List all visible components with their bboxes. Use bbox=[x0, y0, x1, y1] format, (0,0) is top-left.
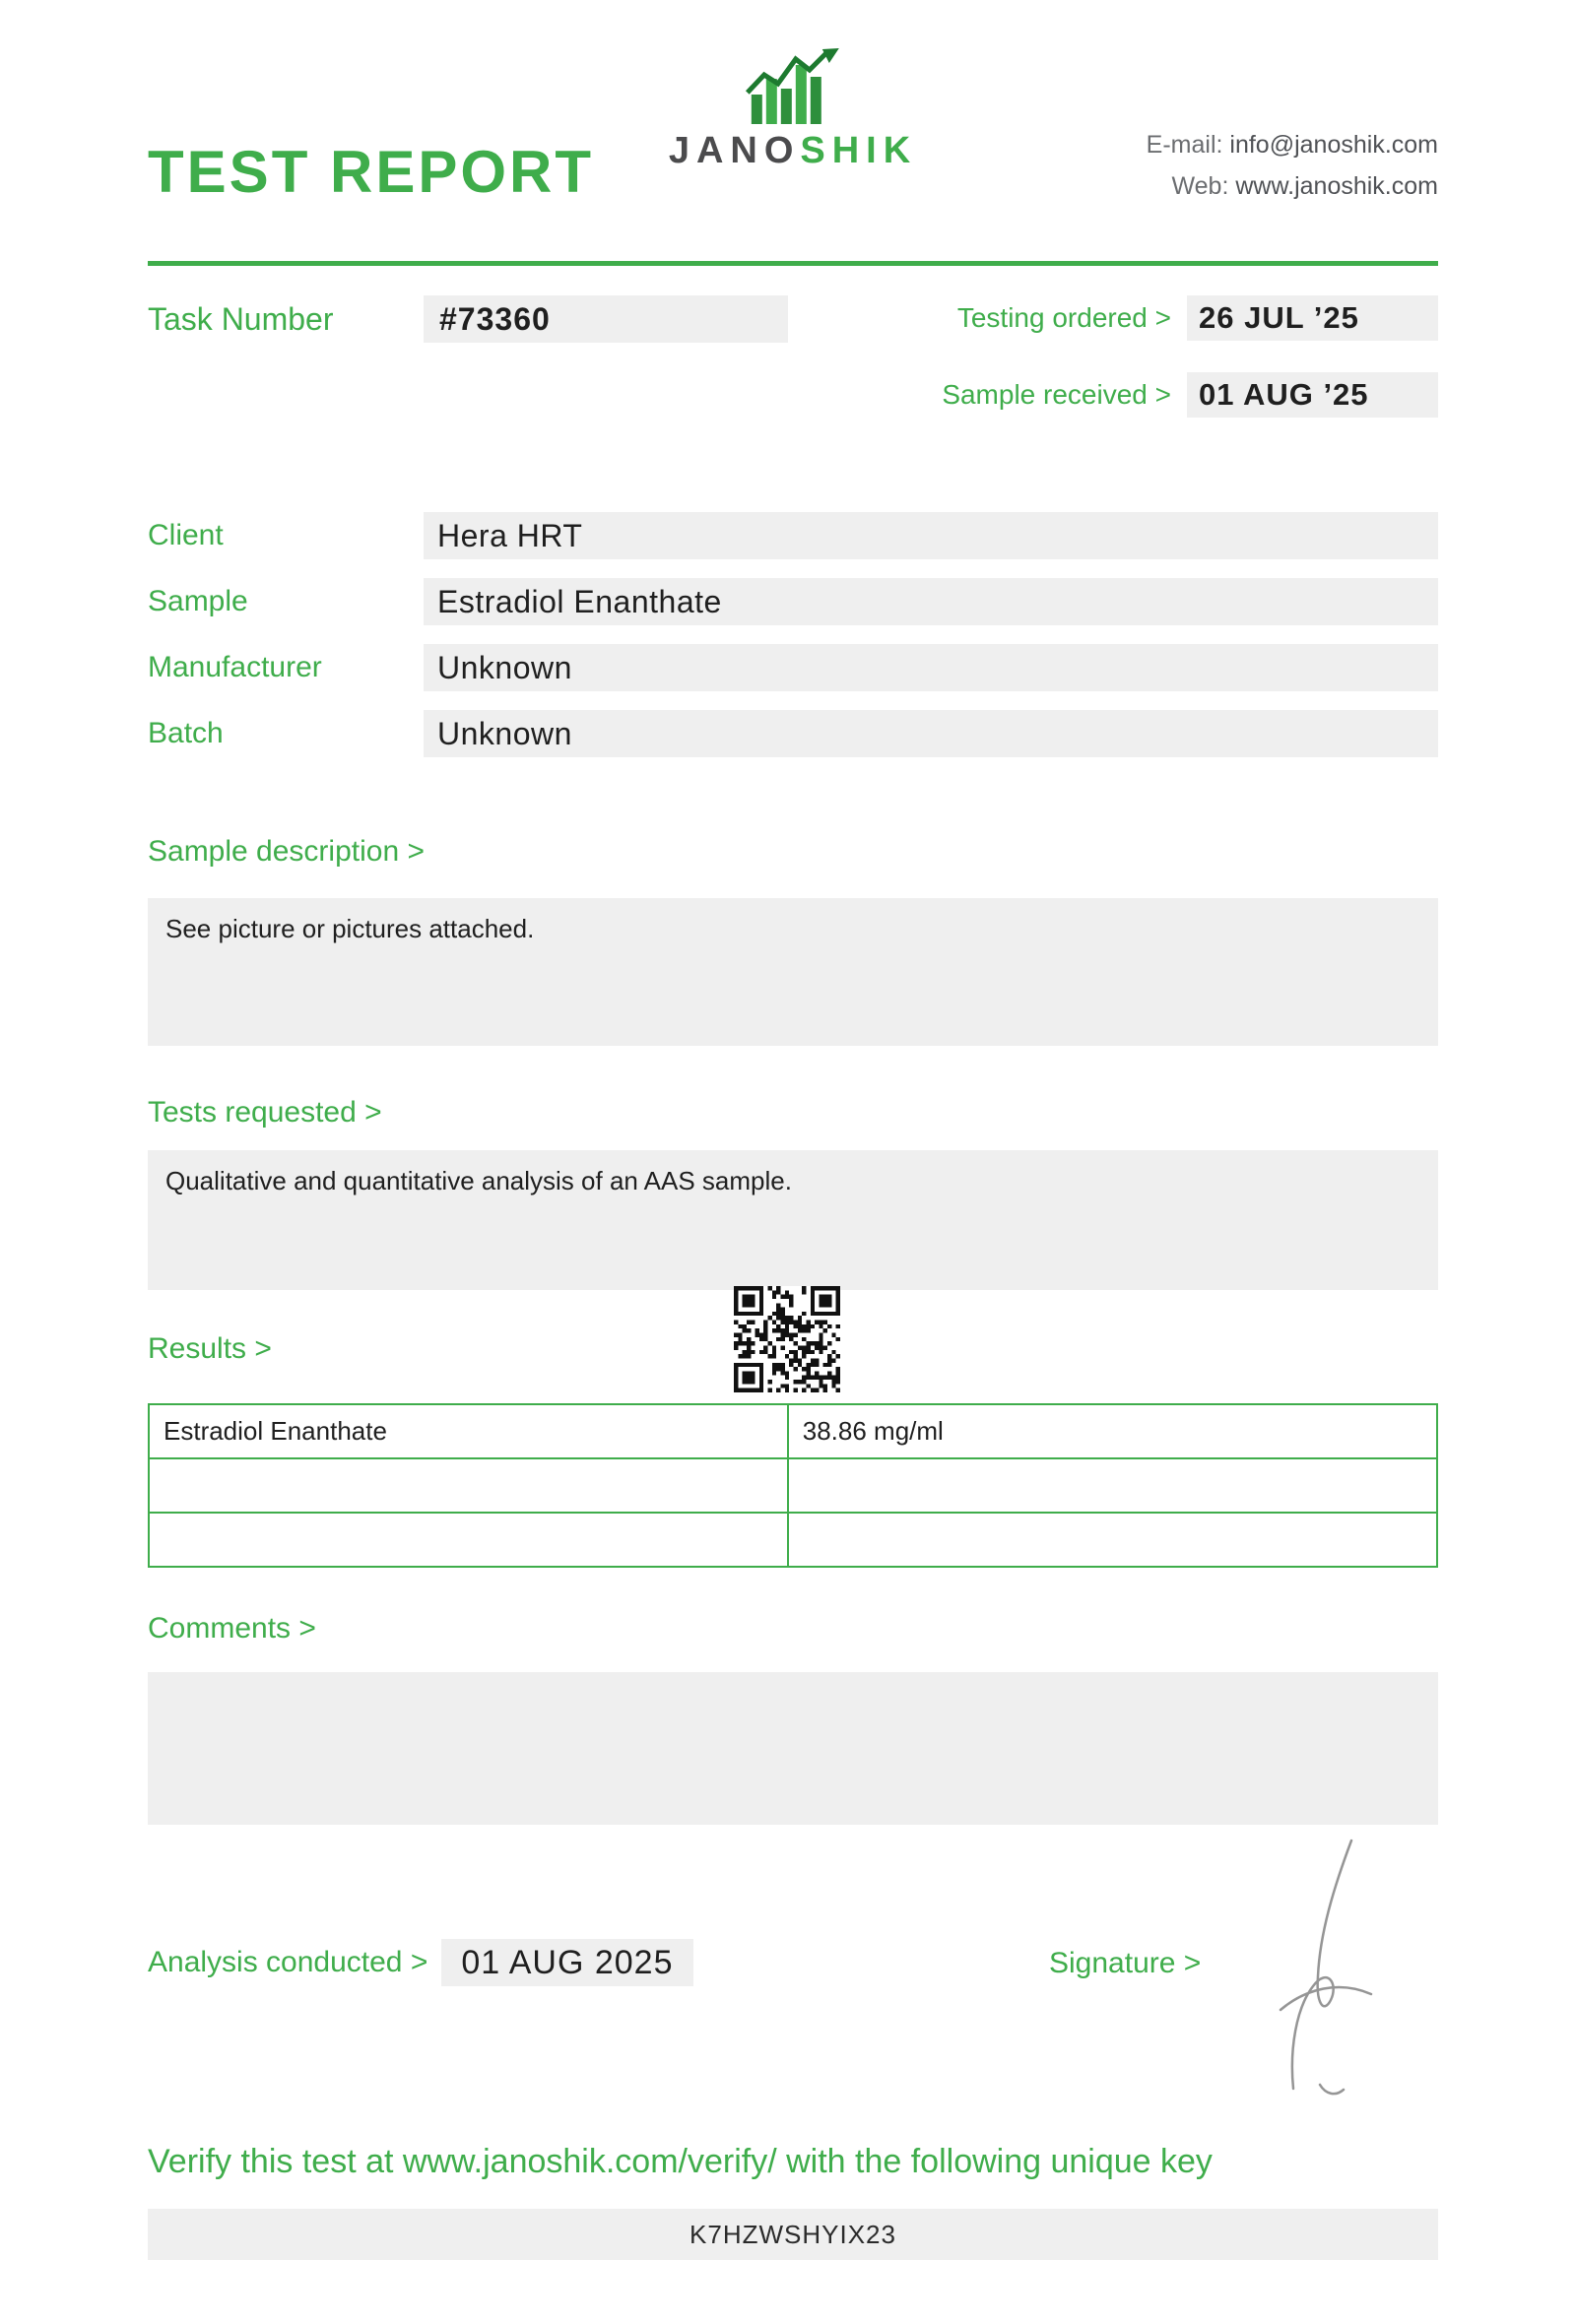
verify-text: Verify this test at www.janoshik.com/verify/ with the following unique key bbox=[148, 2143, 1213, 2180]
unique-key: K7HZWSHYIX23 bbox=[148, 2209, 1438, 2260]
task-number-label: Task Number bbox=[148, 301, 334, 337]
task-number-value: #73360 bbox=[424, 295, 788, 343]
result-concentration: 38.86 mg/ml bbox=[788, 1404, 1437, 1458]
qr-code-icon bbox=[734, 1286, 840, 1392]
logo-bar-chart-icon bbox=[744, 47, 842, 124]
logo-jano: JANO bbox=[668, 130, 801, 171]
task-section bbox=[148, 295, 1438, 419]
result-concentration-empty2 bbox=[788, 1513, 1437, 1567]
sample-value: Estradiol Enanthate bbox=[424, 578, 1438, 625]
web-label: Web: bbox=[1171, 172, 1229, 200]
footer-row bbox=[148, 1939, 1438, 1988]
testing-ordered-value: 26 JUL ’25 bbox=[1187, 295, 1438, 341]
client-value: Hera HRT bbox=[424, 512, 1438, 559]
tests-requested-label: Tests requested > bbox=[148, 1096, 382, 1129]
client-label: Client bbox=[148, 519, 224, 551]
analysis-conducted-value: 01 AUG 2025 bbox=[441, 1939, 692, 1986]
header bbox=[148, 0, 1438, 222]
analysis-conducted bbox=[148, 1939, 693, 1986]
result-substance-empty2 bbox=[149, 1513, 788, 1567]
page-title: TEST REPORT bbox=[148, 139, 595, 205]
results-row-2 bbox=[149, 1458, 1437, 1513]
sample-description-box: See picture or pictures attached. bbox=[148, 898, 1438, 1046]
janoshik-logo bbox=[669, 47, 917, 172]
result-concentration-empty bbox=[788, 1458, 1437, 1513]
logo-wordmark bbox=[669, 130, 917, 172]
batch-label: Batch bbox=[148, 717, 224, 749]
info-section bbox=[148, 512, 1438, 757]
web-value: www.janoshik.com bbox=[1235, 172, 1438, 200]
email-label: E-mail: bbox=[1146, 131, 1223, 159]
tests-requested-box: Qualitative and quantitative analysis of an AAS sample. bbox=[148, 1150, 1438, 1290]
logo-shik: SHIK bbox=[800, 130, 918, 171]
testing-ordered-row bbox=[957, 295, 1438, 341]
results-label: Results > bbox=[148, 1332, 272, 1365]
sample-received-value: 01 AUG ’25 bbox=[1187, 372, 1438, 418]
header-divider bbox=[148, 261, 1438, 266]
testing-ordered-label: Testing ordered > bbox=[956, 302, 1171, 333]
results-table bbox=[148, 1403, 1438, 1568]
results-header bbox=[148, 1290, 1438, 1403]
sample-label: Sample bbox=[148, 585, 248, 617]
info-row-client bbox=[148, 512, 1438, 559]
info-row-manufacturer bbox=[148, 644, 1438, 691]
email-value: info@janoshik.com bbox=[1229, 131, 1438, 159]
signature-label: Signature > bbox=[1049, 1947, 1202, 1979]
comments-box bbox=[148, 1672, 1438, 1825]
info-row-batch bbox=[148, 710, 1438, 757]
sample-received-row bbox=[942, 372, 1438, 418]
signature-image bbox=[1261, 1831, 1394, 2111]
info-row-sample bbox=[148, 578, 1438, 625]
result-substance-empty bbox=[149, 1458, 788, 1513]
batch-value: Unknown bbox=[424, 710, 1438, 757]
results-row-1 bbox=[149, 1404, 1437, 1458]
results-row-3 bbox=[149, 1513, 1437, 1567]
analysis-conducted-label: Analysis conducted > bbox=[148, 1946, 428, 1978]
sample-description-label: Sample description > bbox=[148, 835, 425, 868]
result-substance: Estradiol Enanthate bbox=[149, 1404, 788, 1458]
manufacturer-value: Unknown bbox=[424, 644, 1438, 691]
manufacturer-label: Manufacturer bbox=[148, 651, 322, 683]
contact-web-line bbox=[1147, 165, 1438, 207]
contact-info bbox=[1147, 124, 1438, 207]
contact-email-line bbox=[1147, 124, 1438, 165]
page-content bbox=[148, 0, 1438, 2260]
comments-label: Comments > bbox=[148, 1612, 316, 1645]
sample-received-label: Sample received > bbox=[942, 379, 1171, 410]
